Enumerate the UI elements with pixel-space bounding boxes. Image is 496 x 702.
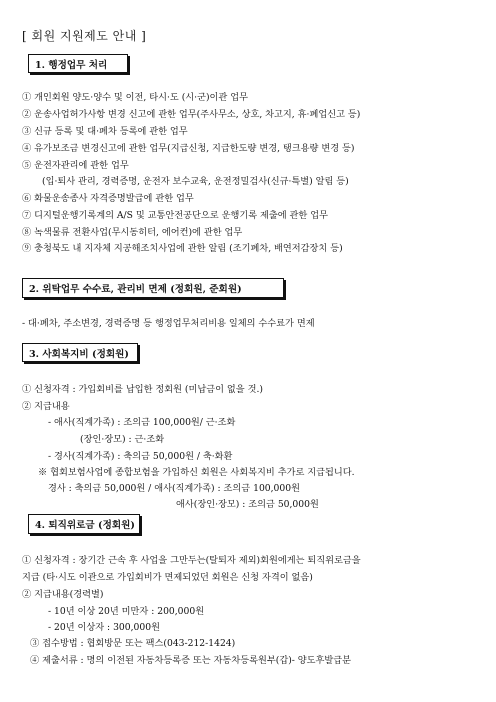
section-3-header bbox=[22, 343, 138, 362]
section-4-line: ③ 접수방법 : 협회방문 또는 팩스(043-212-1424) bbox=[30, 638, 236, 649]
section-4-line: - 10년 이상 20년 미만자 : 200,000원 bbox=[48, 606, 205, 617]
section-2-header-label: 2. 위탁업무 수수료, 관리비 면제 (정회원, 준회원) bbox=[29, 284, 242, 295]
section-1-line: ⑤ 운전자관리에 관한 업무 bbox=[22, 160, 129, 171]
section-1-line: ⑧ 녹색물류 전환사업(무시동히터, 에어컨)에 관한 업무 bbox=[22, 227, 243, 238]
section-4-line: ④ 제출서류 : 명의 이전된 자동차등록증 또는 자동차등록원부(갑)- 양도후발급분 bbox=[30, 655, 352, 666]
section-3-line: (장인·장모) : 근·조화 bbox=[80, 434, 165, 445]
section-1-line: (입·퇴사 관리, 경력증명, 운전자 보수교육, 운전정밀검사(신규·특별) 알림 등) bbox=[42, 176, 349, 187]
section-2-line: - 대·폐차, 주소변경, 경력증명 등 행정업무처리비용 일체의 수수료가 면제 bbox=[22, 318, 315, 329]
page-title: [ 회원 지원제도 안내 ] bbox=[22, 29, 147, 43]
section-1-line: ⑦ 디지털운행기록계의 A/S 및 교통안전공단으로 운행기록 제출에 관한 업무 bbox=[22, 210, 328, 221]
section-4-header bbox=[28, 514, 140, 534]
section-2-header bbox=[22, 278, 284, 298]
section-1-line: ③ 신규 등록 및 대·폐차 등록에 관한 업무 bbox=[22, 126, 188, 137]
section-4-line: ① 신청자격 : 장기간 근속 후 사업을 그만두는(탈퇴자 제외)회원에게는 퇴직위로금을 bbox=[22, 555, 361, 566]
section-1-line: ④ 유가보조금 변경신고에 관한 업무(지급신청, 지급한도량 변경, 탱크용량 변경 등) bbox=[22, 143, 355, 154]
section-3-line: - 애사(직계가족) : 조의금 100,000원/ 근·조화 bbox=[48, 417, 236, 428]
section-3-header-label: 3. 사회복지비 (정회원) bbox=[29, 348, 129, 360]
section-4-line: 지급 (타·시도 이관으로 가입회비가 면제되었던 회원은 신청 자격이 없음) bbox=[22, 572, 313, 583]
section-1-line: ② 운송사업허가사항 변경 신고에 관한 업무(주사무소, 상호, 차고지, 휴·폐업신고 등) bbox=[22, 109, 361, 120]
section-3-line: - 경사(직계가족) : 축의금 50,000원 / 축·화환 bbox=[48, 451, 233, 462]
section-3-line: 애사(장인·장모) : 조의금 50,000원 bbox=[176, 499, 319, 510]
section-4-header-label: 4. 퇴직위로금 (정회원) bbox=[35, 520, 135, 531]
section-1-header bbox=[28, 54, 128, 73]
section-3-line: ① 신청자격 : 가입회비를 납입한 정회원 (미납금이 없을 것.) bbox=[22, 384, 263, 395]
section-1-line: ⑥ 화물운송종사 자격증명발급에 관한 업무 bbox=[22, 193, 194, 204]
section-3-line: 경사 : 축의금 50,000원 / 애사(직계가족) : 조의금 100,000원 bbox=[48, 483, 300, 494]
section-3-line: ※ 협회보험사업에 종합보험을 가입하신 회원은 사회복지비 추가로 지급됩니다. bbox=[38, 467, 355, 478]
section-1-header-label: 1. 행정업무 처리 bbox=[35, 59, 108, 71]
section-4-line: - 20년 이상자 : 300,000원 bbox=[48, 622, 160, 633]
section-3-line: ② 지급내용 bbox=[22, 401, 70, 412]
section-1-line: ① 개인회원 양도·양수 및 이전, 타시·도 (시·군)이관 업무 bbox=[22, 92, 248, 103]
section-1-line: ⑨ 충청북도 내 지자체 지공해조치사업에 관한 알림 (조기폐차, 배연저감장치 등) bbox=[22, 243, 343, 254]
section-4-line: ② 지급내용(경력별) bbox=[22, 589, 104, 600]
